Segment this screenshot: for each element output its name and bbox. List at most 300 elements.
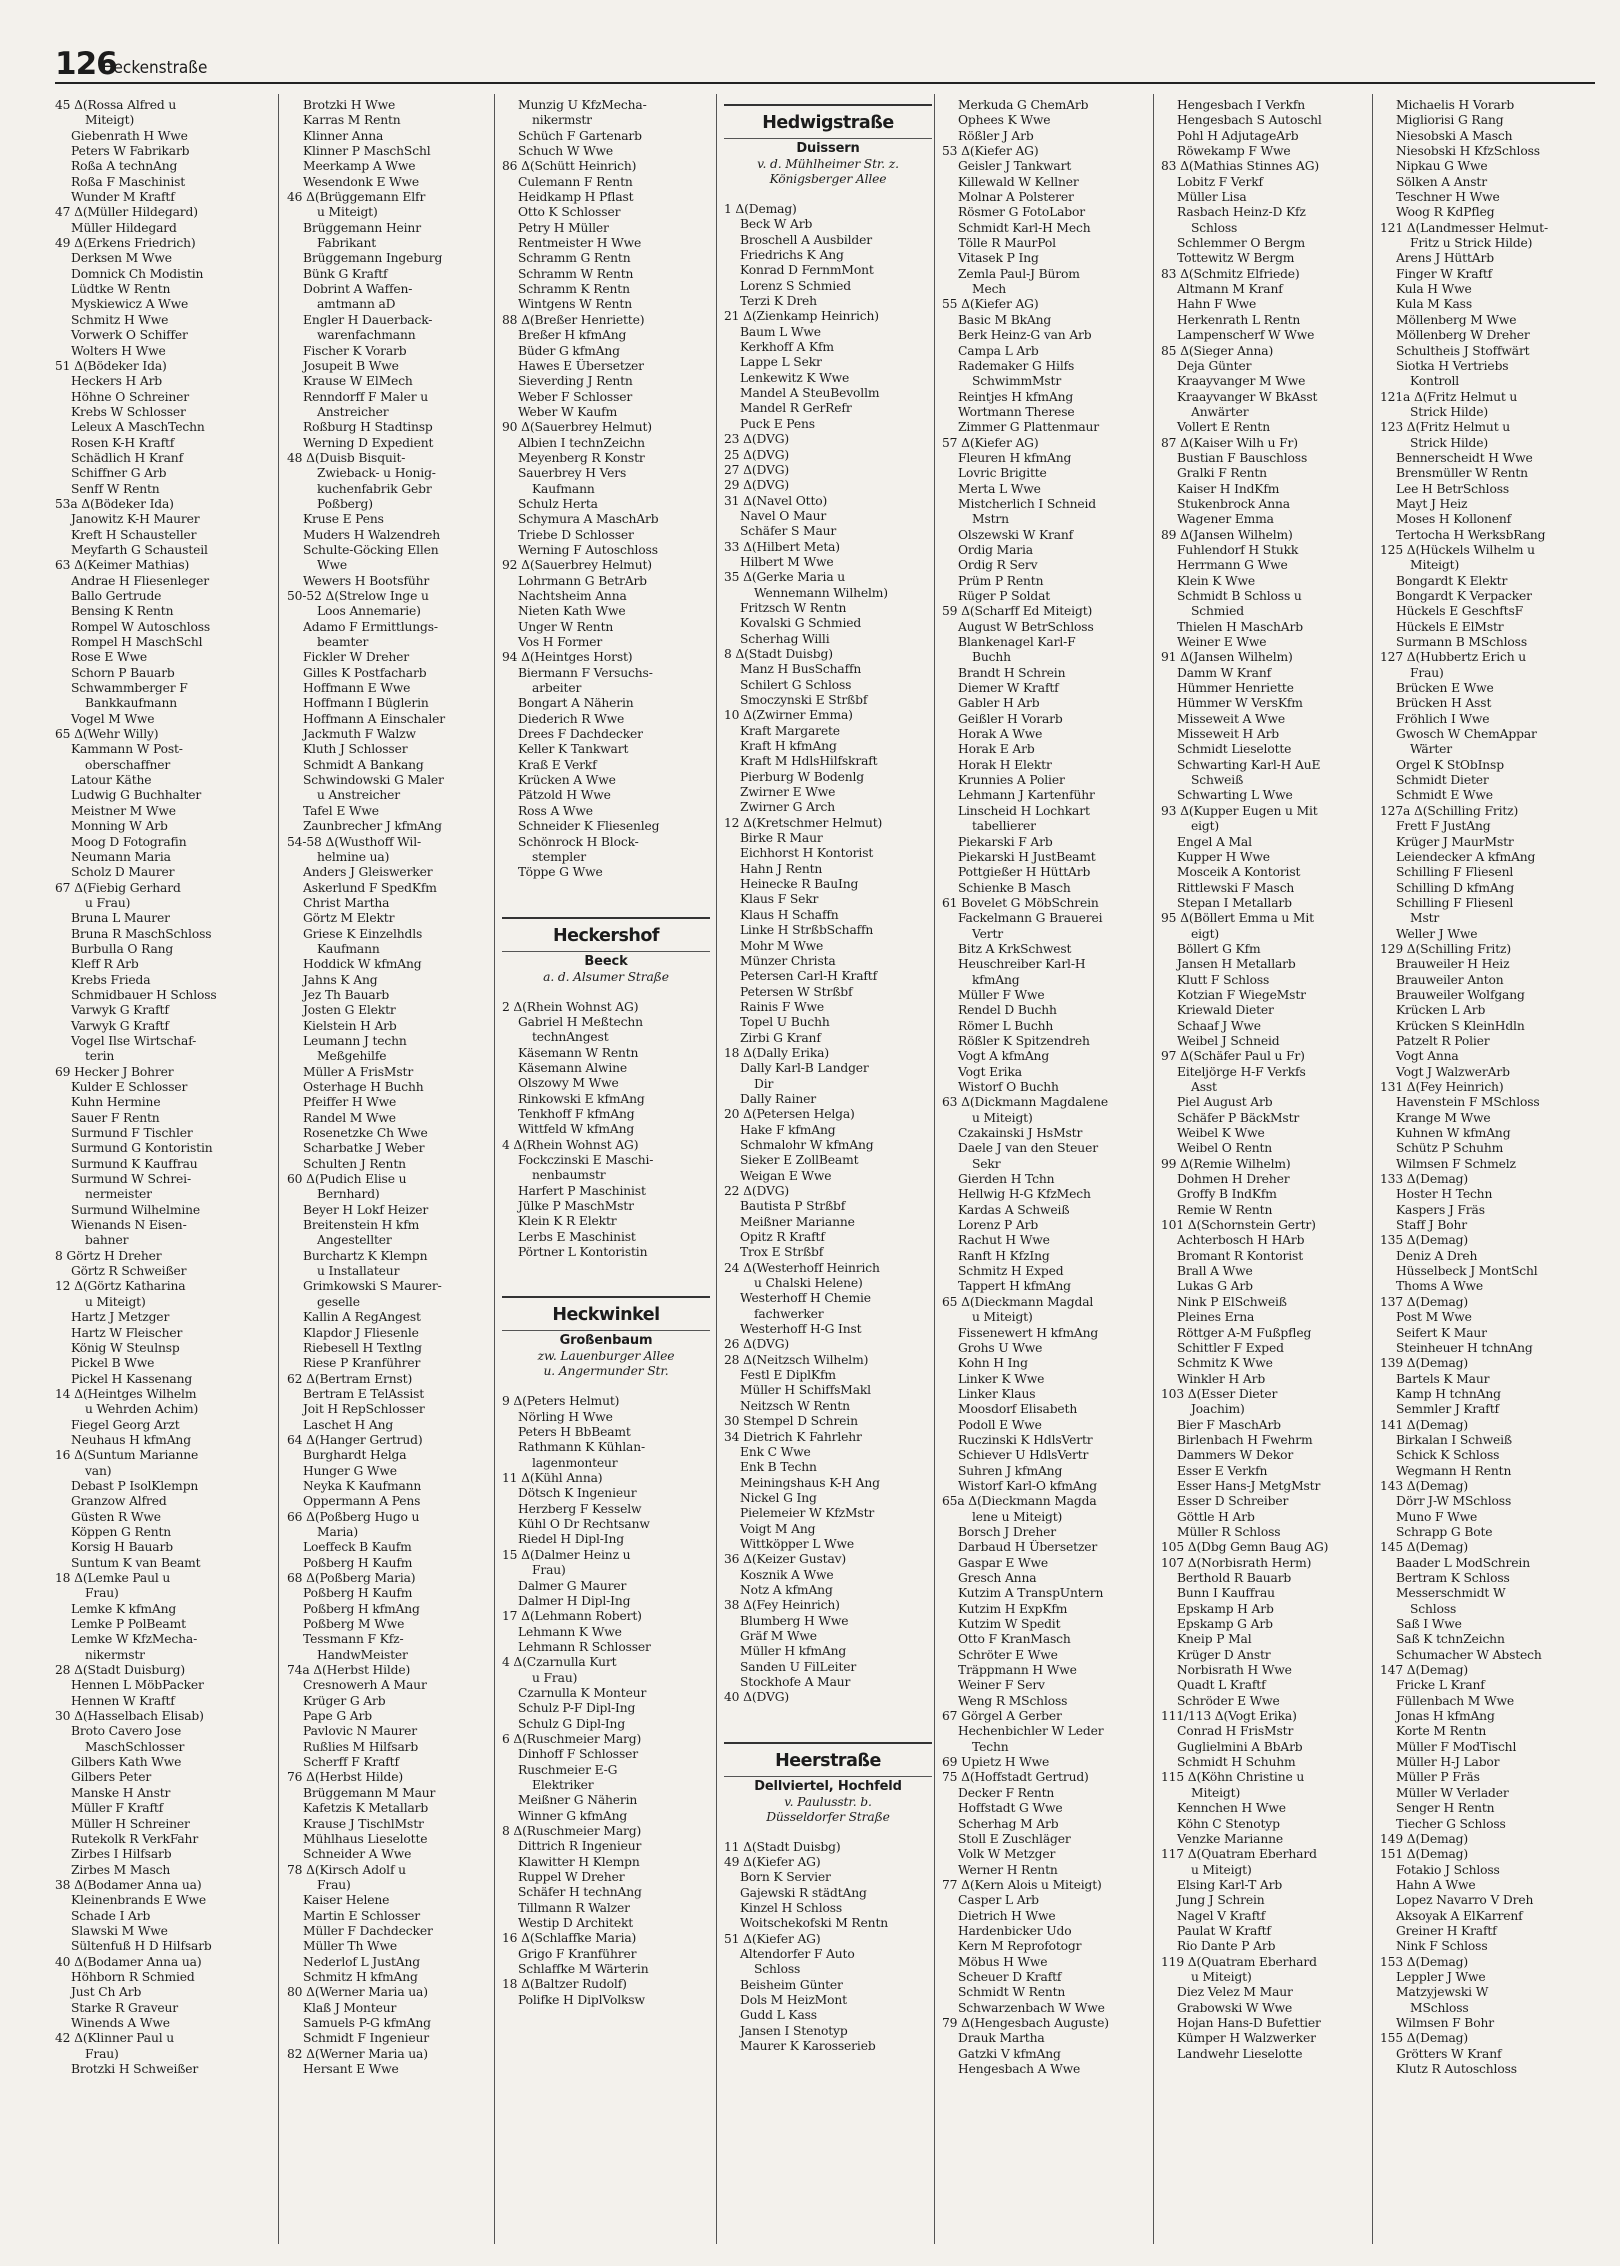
resident-entry: Stoll E Zuschläger (958, 1831, 1071, 1846)
resident-entry: Rio Dante P Arb (1177, 1939, 1276, 1954)
resident-entry: Osterhage H Buchh (303, 1080, 424, 1094)
resident-entry: Vertr (972, 926, 1003, 941)
running-head: Heckenstraße (102, 58, 208, 78)
house-entry: 8 Δ(Stadt Duisbg) (724, 646, 833, 661)
resident-entry: Poßberg M Wwe (303, 1617, 405, 1632)
house-entry: 69 Hecker J Bohrer (55, 1064, 174, 1079)
resident-entry: Miteigt) (1191, 1785, 1241, 1800)
resident-entry: u Miteigt) (972, 1310, 1033, 1325)
resident-entry: Nagel V Kraftf (1177, 1908, 1266, 1923)
section-rule-thin (724, 138, 932, 139)
resident-entry: Lukas G Arb (1177, 1279, 1253, 1294)
resident-entry: Lemke P PolBeamt (71, 1617, 186, 1632)
resident-entry: Petry H Müller (518, 220, 609, 235)
resident-entry: Lehmann J Kartenführ (958, 788, 1095, 803)
resident-entry: Stepan I Metallarb (1177, 895, 1292, 910)
resident-entry: Schlemmer O Bergm (1177, 236, 1305, 251)
column-1 (55, 98, 263, 2248)
resident-entry: Manz H BusSchaffn (740, 662, 862, 677)
section-rule-thin (502, 951, 710, 952)
resident-entry: Krücken S KleinHdln (1396, 1018, 1525, 1033)
resident-entry: Scholz D Maurer (71, 865, 175, 880)
resident-entry: Loeffeck B Kaufm (303, 1540, 412, 1555)
resident-entry: Müller Hildegard (71, 220, 177, 235)
house-entry: 9 Δ(Peters Helmut) (502, 1394, 620, 1409)
resident-entry: Schlaffke M Wärterin (518, 1962, 649, 1977)
resident-entry: Vogt Erika (958, 1064, 1022, 1079)
resident-entry: Schrapp G Bote (1396, 1524, 1493, 1539)
resident-entry: Horak H Elektr (958, 757, 1052, 772)
street-range: u. Angermunder Str. (543, 1364, 669, 1379)
resident-entry: Möbus H Wwe (958, 1954, 1048, 1969)
resident-entry: Askerlund F SpedKfm (303, 880, 437, 895)
resident-entry: Lehmann K Wwe (518, 1624, 622, 1639)
resident-entry: Dietrich H Wwe (958, 1908, 1056, 1923)
resident-entry: Hojan Hans-D Bufettier (1177, 2015, 1321, 2030)
resident-entry: Sültenfuß H D Hilfsarb (71, 1939, 212, 1954)
resident-entry: Maria) (317, 1524, 358, 1539)
resident-entry: Kohn H Ing (958, 1356, 1028, 1371)
house-entry: 25 Δ(DVG) (724, 447, 790, 462)
resident-entry: Kallin A RegAngest (303, 1310, 421, 1325)
resident-entry: Mech (972, 282, 1007, 297)
spacer (502, 1379, 710, 1394)
resident-entry: Vogel Ilse Wirtschaf- (71, 1033, 197, 1048)
resident-entry: Notz A kfmAng (740, 1582, 833, 1597)
resident-entry: Werning D Expedient (303, 435, 434, 450)
resident-entry: Siotka H Vertriebs (1396, 358, 1509, 373)
resident-entry: Groffy B IndKfm (1177, 1187, 1277, 1202)
resident-entry: Kula M Kass (1396, 297, 1472, 312)
house-entry: 83 Δ(Mathias Stinnes AG) (1161, 159, 1320, 174)
resident-entry: Sekr (972, 1156, 1001, 1171)
resident-entry: Vogt Anna (1396, 1049, 1459, 1064)
resident-entry: Schmidt E Wwe (1396, 788, 1493, 803)
resident-entry: Zwieback- u Honig- (317, 466, 436, 481)
resident-entry: Brall A Wwe (1177, 1264, 1253, 1279)
resident-entry: Schäfer S Maur (740, 524, 837, 539)
resident-entry: Bunn I Kauffrau (1177, 1586, 1275, 1601)
resident-entry: Orgel K StObInsp (1396, 757, 1504, 772)
resident-entry: Gwosch W ChemAppar (1396, 727, 1537, 742)
resident-entry: Müller A FrisMstr (303, 1064, 414, 1079)
resident-entry: Karras M Rentn (303, 113, 401, 128)
resident-entry: Kielstein H Arb (303, 1018, 397, 1033)
resident-entry: Friedrichs K Ang (740, 248, 844, 263)
resident-entry: Fricke L Kranf (1396, 1678, 1485, 1693)
resident-entry: Jülke P MaschMstr (518, 1199, 634, 1213)
resident-entry: Peters H BbBeamt (518, 1425, 631, 1440)
resident-entry: Fickler W Dreher (303, 650, 410, 665)
resident-entry: terin (85, 1049, 115, 1064)
resident-entry: Broschell A Ausbilder (740, 232, 873, 247)
resident-entry: Fischer K Vorarb (303, 343, 407, 358)
resident-entry: Horak A Wwe (958, 727, 1043, 742)
resident-entry: Käsemann Alwine (518, 1060, 628, 1075)
resident-entry: Möllenberg M Wwe (1396, 312, 1517, 327)
resident-entry: Remie W Rentn (1177, 1202, 1273, 1217)
resident-entry: SchwimmMstr (972, 374, 1062, 389)
resident-entry: Schmidt B Schloss u (1177, 589, 1302, 603)
resident-entry: Klinner Anna (303, 128, 384, 143)
resident-entry: Herzberg F Kesselw (518, 1501, 642, 1516)
resident-entry: Munzig U KfzMecha- (518, 98, 647, 112)
resident-entry: Just Ch Arb (71, 1985, 142, 2000)
resident-entry: Esser Hans-J MetgMstr (1177, 1478, 1321, 1493)
resident-entry: Kinzel H Schloss (740, 1901, 843, 1916)
resident-entry: Zirbi G Kranf (740, 1030, 821, 1045)
house-entry: 54-58 Δ(Wusthoff Wil- (287, 834, 421, 849)
house-entry: 28 Δ(Neitzsch Wilhelm) (724, 1352, 869, 1367)
resident-entry: Krücken A Wwe (518, 773, 616, 788)
house-entry: 111/113 Δ(Vogt Erika) (1161, 1709, 1297, 1724)
resident-entry: Bongart A Näherin (518, 696, 634, 711)
house-entry: 2 Δ(Rhein Wohnst AG) (502, 999, 639, 1014)
resident-entry: Schmitz H Wwe (71, 312, 169, 327)
resident-entry: Kennchen H Wwe (1177, 1801, 1286, 1816)
resident-entry: Schilling F Fliesenl (1396, 865, 1514, 880)
resident-entry: Pielemeier W KfzMstr (740, 1506, 875, 1521)
resident-entry: Triebe D Schlosser (518, 527, 634, 542)
resident-entry: Möllenberg W Dreher (1396, 328, 1530, 343)
resident-entry: Brotzki H Wwe (303, 98, 396, 112)
resident-entry: Neitzsch W Rentn (740, 1398, 850, 1413)
resident-entry: Granzow Alfred (71, 1494, 167, 1509)
resident-entry: Scherff F Kraftf (303, 1755, 399, 1770)
house-entry: 101 Δ(Schornstein Gertr) (1161, 1218, 1316, 1233)
resident-entry: Hahn A Wwe (1396, 1877, 1476, 1892)
resident-entry: Gierden H Tchn (958, 1172, 1055, 1187)
house-entry: 14 Δ(Heintges Wilhelm (55, 1386, 197, 1401)
house-entry: 38 Δ(Fey Heinrich) (724, 1598, 840, 1613)
resident-entry: Jez Th Bauarb (303, 987, 390, 1002)
resident-entry: Tappert H kfmAng (958, 1279, 1071, 1294)
house-entry: 65a Δ(Dieckmann Magda (942, 1494, 1097, 1509)
resident-entry: Schmidt H Schuhm (1177, 1755, 1296, 1770)
resident-entry: Poßberg H Kaufm (303, 1586, 413, 1601)
resident-entry: Muders H Walzendreh (303, 527, 440, 542)
resident-entry: Steinheuer H tchnAng (1396, 1340, 1533, 1355)
resident-entry: Tottewitz W Bergm (1177, 251, 1295, 266)
resident-entry: Trox E Strßbf (740, 1245, 824, 1260)
resident-entry: Büder G kfmAng (518, 343, 620, 358)
resident-entry: Müller Lisa (1177, 190, 1247, 205)
resident-entry: Mohr M Wwe (740, 938, 824, 953)
resident-entry: HandwMeister (317, 1647, 408, 1662)
resident-entry: Vogel M Wwe (71, 711, 155, 726)
resident-entry: Käsemann W Rentn (518, 1045, 639, 1060)
resident-entry: Bier F MaschArb (1177, 1417, 1281, 1432)
resident-entry: Vos H Former (518, 635, 603, 650)
resident-entry: Weller J Wwe (1396, 926, 1478, 941)
resident-entry: Rathmann K Kühlan- (518, 1440, 645, 1455)
resident-entry: Hoffstadt G Wwe (958, 1801, 1063, 1816)
resident-entry: Hunger G Wwe (303, 1463, 397, 1478)
resident-entry: Kraft H kfmAng (740, 739, 837, 754)
resident-entry: Vogt J WalzwerArb (1396, 1064, 1510, 1079)
house-entry: 57 Δ(Kiefer AG) (942, 435, 1039, 450)
resident-entry: Patzelt R Polier (1396, 1033, 1490, 1048)
spacer (724, 1825, 932, 1840)
resident-entry: Surmund W Schrei- (71, 1172, 191, 1187)
resident-entry: Messerschmidt W (1396, 1586, 1506, 1601)
resident-entry: kuchenfabrik Gebr (317, 481, 432, 496)
resident-entry: Niesobski A Masch (1396, 128, 1513, 143)
resident-entry: kfmAng (972, 972, 1020, 987)
resident-entry: Jansen I Stenotyp (740, 2023, 848, 2038)
resident-entry: Zwirner E Wwe (740, 785, 836, 800)
resident-entry: Brotzki H Schweißer (71, 2062, 199, 2076)
resident-entry: Gilbers Peter (71, 1770, 152, 1785)
resident-entry: Gudd L Kass (740, 2008, 817, 2023)
resident-entry: Herrmann G Wwe (1177, 558, 1288, 573)
resident-entry: Michaelis H Vorarb (1396, 98, 1515, 112)
house-entry: 74a Δ(Herbst Hilde) (287, 1663, 411, 1678)
house-entry: 92 Δ(Sauerbrey Helmut) (502, 558, 652, 573)
resident-entry: Navel O Maur (740, 508, 827, 523)
resident-entry: Wesendonk E Wwe (303, 174, 420, 189)
resident-entry: Kraß E Verkf (518, 757, 597, 772)
resident-entry: Weber W Kaufm (518, 404, 618, 419)
house-entry: 18 Δ(Lemke Paul u (55, 1571, 171, 1585)
house-entry: 61 Bovelet G MöbSchrein (942, 895, 1099, 910)
resident-entry: Müller Th Wwe (303, 1939, 397, 1954)
column-2 (287, 98, 495, 2248)
resident-entry: Strick Hilde) (1410, 404, 1489, 419)
section-rule (502, 917, 710, 919)
resident-entry: Mosceik A Kontorist (1177, 865, 1301, 880)
resident-entry: Tölle R MaurPol (958, 236, 1056, 251)
resident-entry: Lovric Brigitte (958, 466, 1047, 481)
resident-entry: Rüger P Soldat (958, 589, 1051, 603)
resident-entry: Rompel W Autoschloss (71, 619, 211, 634)
house-entry: 6 Δ(Ruschmeier Marg) (502, 1731, 642, 1746)
house-entry: 155 Δ(Demag) (1380, 2031, 1469, 2046)
resident-entry: Schulte-Göcking Ellen (303, 542, 439, 557)
resident-entry: Campa L Arb (958, 343, 1039, 358)
resident-entry: Schröter E Wwe (958, 1647, 1058, 1662)
resident-entry: Lemke K kfmAng (71, 1601, 177, 1616)
house-entry: 127a Δ(Schilling Fritz) (1380, 803, 1519, 818)
resident-entry: Meißner Marianne (740, 1214, 855, 1229)
house-entry: 119 Δ(Quatram Eberhard (1161, 1954, 1317, 1969)
resident-entry: Kluth J Schlosser (303, 742, 408, 757)
resident-entry: nikermstr (85, 1647, 145, 1662)
resident-entry: tabellierer (972, 819, 1036, 834)
resident-entry: Pfeiffer H Wwe (303, 1095, 397, 1110)
resident-entry: Anders J Gleiswerker (303, 865, 433, 880)
resident-entry: Pickel B Wwe (71, 1356, 155, 1371)
resident-entry: Kraft M HdlsHilfskraft (740, 754, 878, 769)
resident-entry: Müller H Schreiner (71, 1816, 190, 1831)
resident-entry: Nickel G Ing (740, 1490, 817, 1505)
house-entry: 67 Görgel A Gerber (942, 1709, 1062, 1724)
house-entry: 31 Δ(Navel Otto) (724, 493, 828, 508)
column-4 (724, 98, 932, 2248)
resident-entry: Poßberg H kfmAng (303, 1601, 420, 1616)
house-entry: 79 Δ(Hengesbach Auguste) (942, 2015, 1109, 2030)
resident-entry: Hengesbach I Verkfn (1177, 98, 1306, 112)
resident-entry: Quadt L Kraftf (1177, 1678, 1266, 1693)
house-entry: 21 Δ(Zienkamp Heinrich) (724, 309, 879, 324)
resident-entry: Brauweiler H Heiz (1396, 957, 1510, 972)
resident-entry: Müller F ModTischl (1396, 1739, 1517, 1754)
resident-entry: Schmitz K Wwe (1177, 1356, 1273, 1371)
house-entry: 78 Δ(Kirsch Adolf u (287, 1862, 406, 1877)
resident-entry: Slawski M Wwe (71, 1923, 168, 1938)
resident-entry: Brücken E Wwe (1396, 681, 1494, 696)
resident-entry: Leleux A MaschTechn (71, 420, 205, 435)
resident-entry: Rinkowski E kfmAng (518, 1091, 645, 1106)
resident-entry: Leumann J techn (303, 1033, 407, 1048)
resident-entry: Roßa F Maschinist (71, 174, 186, 189)
resident-entry: Polifke H DiplVolksw (518, 1992, 645, 2007)
resident-entry: Roßburg H Stadtinsp (303, 420, 433, 435)
resident-entry: Weibel O Rentn (1177, 1141, 1273, 1156)
resident-entry: Rußlies M Hilfsarb (303, 1739, 419, 1754)
resident-entry: Brandt H Schrein (958, 665, 1066, 680)
resident-entry: Ranft H KfzIng (958, 1248, 1050, 1263)
resident-entry: Fockczinski E Maschi- (518, 1152, 654, 1167)
house-entry: 83 Δ(Schmitz Elfriede) (1161, 266, 1300, 281)
resident-entry: Schorn P Bauarb (71, 665, 175, 680)
resident-entry: Moosdorf Elisabeth (958, 1402, 1078, 1417)
resident-entry: Wewers H Bootsführ (303, 573, 430, 588)
resident-entry: Darbaud H Übersetzer (958, 1540, 1098, 1555)
resident-entry: Senff W Rentn (71, 481, 160, 496)
resident-entry: Hahn J Rentn (740, 861, 823, 876)
resident-entry: Tafel E Wwe (303, 803, 379, 818)
house-entry: 33 Δ(Hilbert Meta) (724, 539, 840, 554)
resident-entry: Meistner M Wwe (71, 803, 176, 818)
resident-entry: Scherhag Willi (740, 631, 830, 646)
resident-entry: Prüm P Rentn (958, 573, 1044, 588)
resident-entry: Kardas A Schweiß (958, 1202, 1070, 1217)
resident-entry: Wistorf Karl-O kfmAng (958, 1478, 1098, 1493)
resident-entry: Westip D Architekt (518, 1916, 634, 1931)
resident-entry: Peters W Fabrikarb (71, 144, 190, 159)
resident-entry: Kamp H tchnAng (1396, 1386, 1501, 1401)
resident-entry: nermeister (85, 1187, 152, 1202)
resident-entry: Moog D Fotografin (71, 834, 187, 849)
resident-entry: u Miteigt) (972, 1110, 1033, 1125)
resident-entry: Hartz W Fleischer (71, 1325, 183, 1340)
resident-entry: Korsig H Bauarb (71, 1540, 173, 1555)
house-entry: 133 Δ(Demag) (1380, 1172, 1469, 1187)
house-entry: 11 Δ(Stadt Duisbg) (724, 1839, 841, 1854)
house-entry: 4 Δ(Czarnulla Kurt (502, 1655, 617, 1670)
resident-entry: Miteigt) (85, 113, 135, 128)
resident-entry: Wittköpper L Wwe (740, 1536, 855, 1551)
house-entry: 121a Δ(Fritz Helmut u (1380, 389, 1518, 404)
resident-entry: Grigo F Kranführer (518, 1946, 637, 1961)
resident-entry: Heidkamp H Pflast (518, 190, 634, 205)
resident-entry: Meyenberg R Konstr (518, 450, 645, 465)
resident-entry: Frau) (1410, 665, 1444, 680)
resident-entry: Anstreicher (317, 404, 389, 419)
resident-entry: Meißner G Näherin (518, 1793, 638, 1808)
resident-entry: Mstrn (972, 512, 1009, 527)
resident-entry: Kreft H Schausteller (71, 527, 197, 542)
resident-entry: Havenstein F MSchloss (1396, 1095, 1540, 1110)
resident-entry: Müller H-J Labor (1396, 1755, 1500, 1770)
resident-entry: Saß I Wwe (1396, 1617, 1462, 1632)
resident-entry: Burbulla O Rang (71, 941, 174, 956)
house-entry: 80 Δ(Werner Maria ua) (287, 1985, 428, 2000)
house-entry: 107 Δ(Norbisrath Herm) (1161, 1555, 1312, 1570)
house-entry: 91 Δ(Jansen Wilhelm) (1161, 650, 1293, 665)
resident-entry: Schmidt F Ingenieur (303, 2031, 429, 2046)
resident-entry: Fleuren H kfmAng (958, 450, 1072, 465)
resident-entry: Hennen W Kraftf (71, 1693, 175, 1708)
resident-entry: Lampenscherf W Wwe (1177, 328, 1315, 343)
resident-entry: Teschner H Wwe (1396, 190, 1500, 205)
resident-entry: Andrae H Fliesenleger (71, 573, 209, 588)
street-range: zw. Lauenburger Allee (537, 1349, 675, 1364)
resident-entry: Arens J HüttArb (1396, 251, 1494, 266)
house-entry: 82 Δ(Werner Maria ua) (287, 2046, 428, 2061)
resident-entry: Elsing Karl-T Arb (1177, 1877, 1283, 1892)
resident-entry: Röttger A-M Fußpfleg (1177, 1325, 1312, 1340)
house-entry: 49 Δ(Kiefer AG) (724, 1855, 821, 1870)
house-entry: 63 Δ(Dickmann Magdalene (942, 1095, 1109, 1110)
resident-entry: Borsch J Dreher (958, 1524, 1057, 1539)
resident-entry: Podoll E Wwe (958, 1417, 1042, 1432)
house-entry: 97 Δ(Schäfer Paul u Fr) (1161, 1049, 1305, 1064)
resident-entry: Dittrich R Ingenieur (518, 1839, 642, 1854)
resident-entry: Jonas H kfmAng (1396, 1709, 1495, 1724)
resident-entry: Diez Velez M Maur (1177, 1985, 1293, 2000)
resident-entry: Köhn C Stenotyp (1177, 1816, 1280, 1831)
resident-entry: Schulz Herta (518, 496, 598, 511)
resident-entry: u Anstreicher (317, 788, 400, 803)
resident-entry: Kerkhoff A Kfm (740, 340, 834, 355)
resident-entry: Engler H Dauerback- (303, 312, 433, 327)
resident-entry: Brauweiler Wolfgang (1396, 987, 1525, 1002)
resident-entry: Drees F Dachdecker (518, 727, 643, 742)
resident-entry: Schmidt Lieselotte (1177, 742, 1292, 757)
house-entry: 26 Δ(DVG) (724, 1337, 790, 1352)
resident-entry: Rose E Wwe (71, 650, 147, 665)
resident-entry: Meiningshaus K-H Ang (740, 1475, 880, 1490)
resident-entry: Schulten J Rentn (303, 1156, 406, 1171)
resident-entry: Tiecher G Schloss (1396, 1816, 1506, 1831)
column-divider (278, 94, 279, 2244)
resident-entry: Zirbes I Hilfsarb (71, 1847, 172, 1862)
resident-entry: Westerhoff H-G Inst (740, 1322, 862, 1337)
resident-entry: Czakainski J HsMstr (958, 1126, 1083, 1141)
resident-entry: Lemke W KfzMecha- (71, 1632, 198, 1647)
resident-entry: Lorenz S Schmied (740, 278, 851, 293)
resident-entry: Bruna R MaschSchloss (71, 926, 212, 941)
resident-entry: Merkuda G ChemArb (958, 98, 1089, 112)
resident-entry: Brüggemann M Maur (303, 1785, 436, 1800)
house-entry: 48 Δ(Duisb Bisquit- (287, 450, 406, 465)
resident-entry: Jahns K Ang (303, 972, 378, 987)
column-5 (942, 98, 1150, 2248)
resident-entry: Dally Rainer (740, 1091, 816, 1106)
house-entry: 141 Δ(Demag) (1380, 1417, 1469, 1432)
resident-entry: Gajewski R städtAng (740, 1885, 867, 1900)
section-rule-thin (724, 1776, 932, 1777)
resident-entry: Ordig R Serv (958, 558, 1038, 573)
resident-entry: Brüggemann Ingeburg (303, 251, 443, 266)
house-entry: 38 Δ(Bodamer Anna ua) (55, 1877, 202, 1892)
resident-entry: Geißler H Vorarb (958, 711, 1063, 726)
resident-entry: Berthold R Bauarb (1177, 1571, 1292, 1585)
resident-entry: Saß K tchnZeichn (1396, 1632, 1505, 1647)
resident-entry: Piel August Arb (1177, 1095, 1273, 1110)
